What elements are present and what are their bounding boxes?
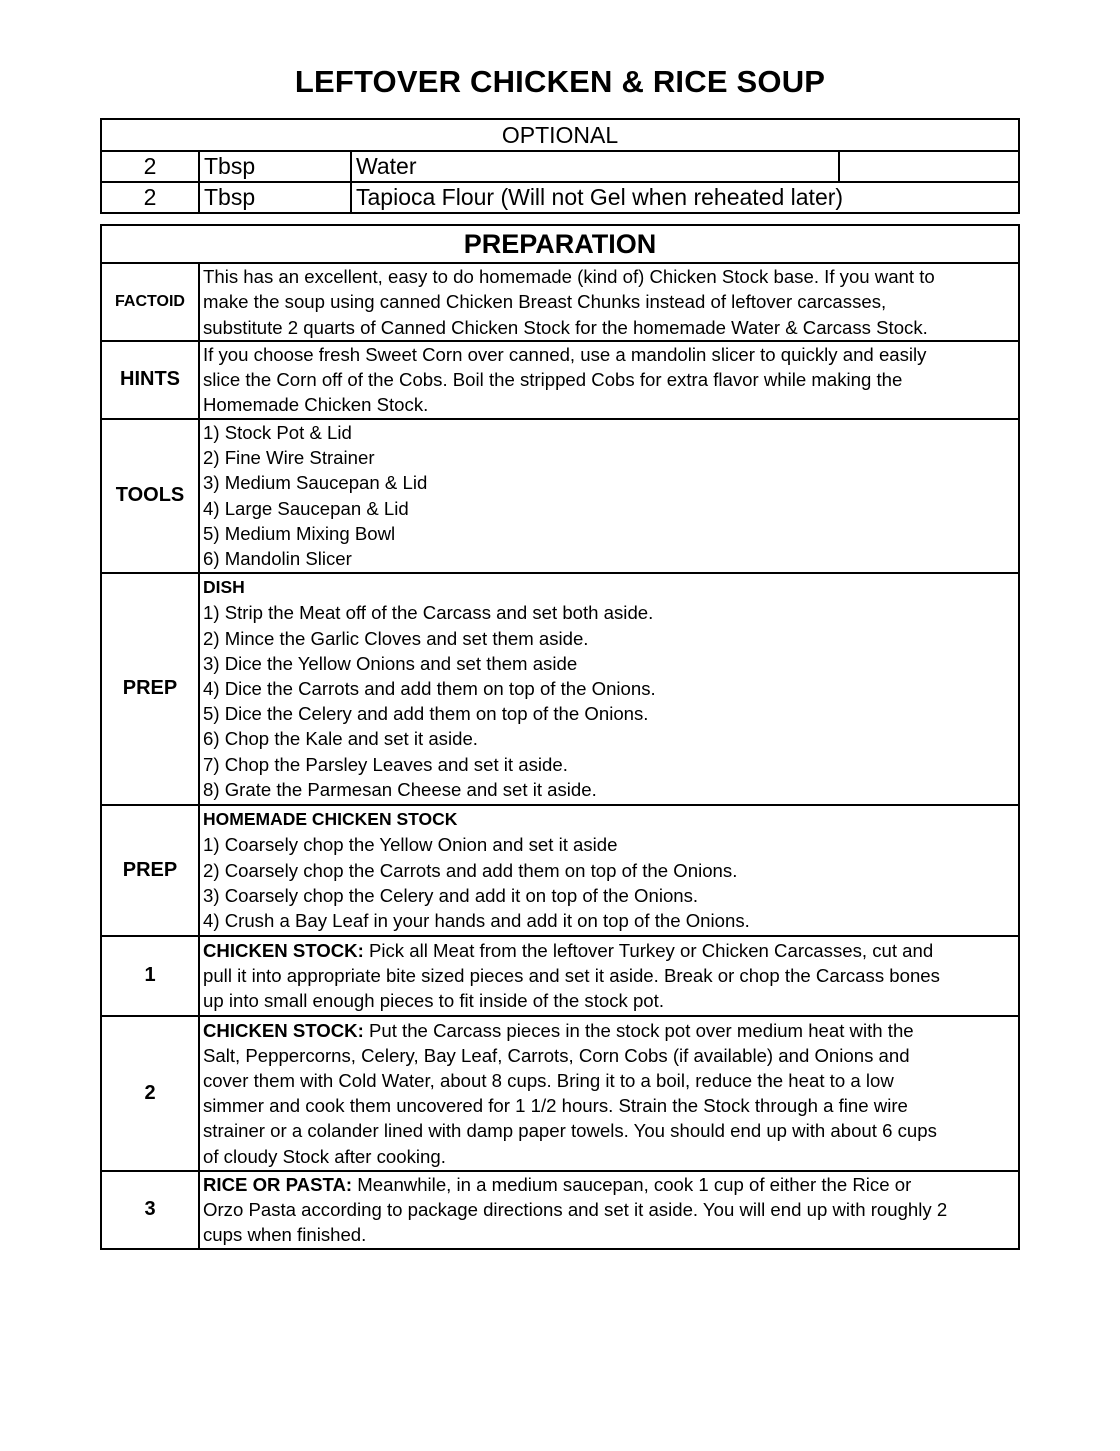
ingredient-name: Water (351, 151, 839, 182)
list-item: 5) Dice the Celery and add them on top of the Onions. (203, 703, 649, 725)
ingredient-qty: 2 (101, 151, 199, 182)
step-row-1 (101, 936, 1019, 1016)
ingredient-note-cell (839, 151, 1019, 182)
text-line: Salt, Peppercorns, Celery, Bay Leaf, Carrots, Corn Cobs (if available) and Onions and (203, 1044, 910, 1066)
text-line: make the soup using canned Chicken Breast Chunks instead of leftover carcasses, (203, 291, 887, 313)
optional-ingredients-table (100, 118, 1020, 214)
text-line: Put the Carcass pieces in the stock pot over medium heat with the (363, 1019, 914, 1041)
text-line: Homemade Chicken Stock. (203, 394, 429, 416)
text-line: up into small enough pieces to fit inside of the stock pot. (203, 990, 664, 1012)
list-item: 5) Medium Mixing Bowl (203, 522, 396, 544)
text-line: simmer and cook them uncovered for 1 1/2 hours. Strain the Stock through a fine wire (203, 1095, 908, 1117)
list-item: 8) Grate the Parmesan Cheese and set it aside. (203, 778, 597, 800)
step-number: 2 (101, 1016, 199, 1171)
tools-label: TOOLS (101, 419, 199, 573)
list-item: 2) Coarsely chop the Carrots and add them on top of the Onions. (203, 859, 738, 881)
ingredient-qty: 2 (101, 182, 199, 213)
step-text (199, 1171, 1019, 1249)
prep-stock-list (199, 805, 1019, 936)
ingredient-row (101, 182, 1019, 213)
factoid-text (199, 263, 1019, 341)
list-item: 7) Chop the Parsley Leaves and set it aside. (203, 753, 568, 775)
ingredient-unit: Tbsp (199, 182, 351, 213)
text-line: cover them with Cold Water, about 8 cups. Bring it to a boil, reduce the heat to a low (203, 1069, 894, 1091)
tools-list (199, 419, 1019, 573)
optional-header: OPTIONAL (101, 119, 1019, 151)
list-item: 4) Crush a Bay Leaf in your hands and add it on top of the Onions. (203, 909, 750, 931)
list-item: 1) Strip the Meat off of the Carcass and set both aside. (203, 602, 654, 624)
ingredient-row (101, 151, 1019, 182)
factoid-row (101, 263, 1019, 341)
ingredient-name: Tapioca Flour (Will not Gel when reheated later) (351, 182, 1019, 213)
prep-stock-row (101, 805, 1019, 936)
text-line: Pick all Meat from the leftover Turkey or Chicken Carcasses, cut and (363, 939, 934, 961)
prep-dish-row (101, 573, 1019, 805)
text-line: of cloudy Stock after cooking. (203, 1145, 446, 1167)
list-item: 6) Mandolin Slicer (203, 548, 352, 570)
step-number: 1 (101, 936, 199, 1016)
tools-row (101, 419, 1019, 573)
factoid-label: FACTOID (101, 263, 199, 341)
list-item: 1) Stock Pot & Lid (203, 422, 352, 443)
preparation-header: PREPARATION (101, 225, 1019, 263)
text-line: cups when finished. (203, 1224, 367, 1246)
list-item: 3) Medium Saucepan & Lid (203, 472, 428, 494)
list-item: 4) Large Saucepan & Lid (203, 497, 409, 519)
step-lead: CHICKEN STOCK: (203, 939, 364, 961)
text-line: If you choose fresh Sweet Corn over canned, use a mandolin slicer to quickly and easily (203, 344, 927, 365)
step-number: 3 (101, 1171, 199, 1249)
section-subtitle: DISH (203, 577, 245, 598)
prep-label: PREP (101, 573, 199, 805)
text-line: This has an excellent, easy to do homemade (kind of) Chicken Stock base. If you want to (203, 266, 935, 288)
text-line: substitute 2 quarts of Canned Chicken Stock for the homemade Water & Carcass Stock. (203, 316, 928, 338)
ingredient-unit: Tbsp (199, 151, 351, 182)
hints-row (101, 341, 1019, 419)
preparation-table (100, 224, 1020, 1250)
step-text (199, 1016, 1019, 1171)
step-lead: RICE OR PASTA: (203, 1173, 353, 1195)
list-item: 4) Dice the Carrots and add them on top of the Onions. (203, 678, 656, 699)
prep-label: PREP (101, 805, 199, 936)
list-item: 2) Fine Wire Strainer (203, 447, 375, 469)
hints-label: HINTS (101, 341, 199, 419)
text-line: slice the Corn off of the Cobs. Boil the stripped Cobs for extra flavor while making the (203, 369, 903, 391)
page-title: LEFTOVER CHICKEN & RICE SOUP (294, 64, 826, 99)
hints-text (199, 341, 1019, 419)
step-text (199, 936, 1019, 1016)
step-row-2 (101, 1016, 1019, 1171)
list-item: 6) Chop the Kale and set it aside. (203, 728, 478, 750)
step-lead: CHICKEN STOCK: (203, 1019, 364, 1041)
list-item: 1) Coarsely chop the Yellow Onion and set it aside (203, 834, 618, 856)
list-item: 2) Mince the Garlic Cloves and set them aside. (203, 627, 589, 649)
prep-dish-list (199, 573, 1019, 805)
step-row-3 (101, 1171, 1019, 1249)
list-item: 3) Coarsely chop the Celery and add it on top of the Onions. (203, 884, 699, 906)
section-subtitle: HOMEMADE CHICKEN STOCK (203, 809, 458, 830)
text-line: Orzo Pasta according to package directions and set it aside. You will end up with roughly 2 (203, 1199, 948, 1220)
list-item: 3) Dice the Yellow Onions and set them aside (203, 652, 578, 674)
text-line: strainer or a colander lined with damp paper towels. You should end up with about 6 cups (203, 1120, 937, 1142)
text-line: Meanwhile, in a medium saucepan, cook 1 cup of either the Rice or (352, 1173, 912, 1195)
text-line: pull it into appropriate bite sized pieces and set it aside. Break or chop the Carcass bones (203, 965, 940, 986)
